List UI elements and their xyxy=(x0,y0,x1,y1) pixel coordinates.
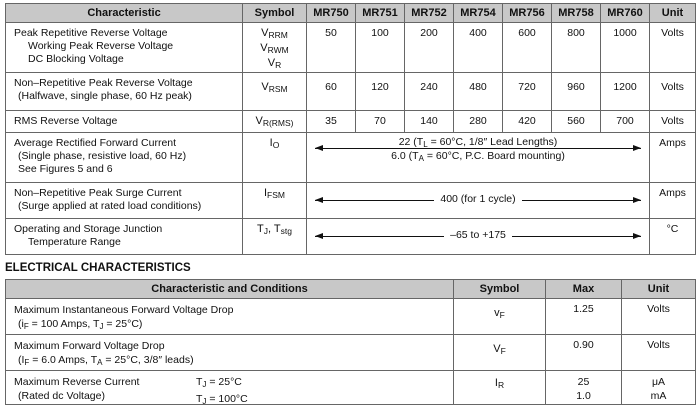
symbol-sub: F xyxy=(500,346,506,356)
characteristic-cell xyxy=(6,371,454,405)
value-cell: 560 xyxy=(552,111,601,133)
table-row xyxy=(6,73,696,111)
value-cell: 240 xyxy=(405,73,454,111)
electrical-characteristics-heading: ELECTRICAL CHARACTERISTICS xyxy=(5,262,191,274)
span-line xyxy=(307,193,649,205)
value-cell: 140 xyxy=(405,111,454,133)
value-cell: 100 xyxy=(356,23,405,73)
condition-text: = 100 Amps, T xyxy=(28,318,100,330)
symbol-cell xyxy=(243,219,307,255)
span-text-part: 22 (T xyxy=(398,136,424,148)
symbol-main: V xyxy=(255,115,263,127)
span-text-sub: L xyxy=(423,140,428,149)
symbol-sub: R xyxy=(275,60,282,70)
condition-sub: J xyxy=(202,397,207,406)
value-cell: 200 xyxy=(405,23,454,73)
symbol-main: T xyxy=(257,223,264,235)
header-model-mr758: MR758 xyxy=(552,4,601,23)
value-cell: 60 xyxy=(307,73,356,111)
value-cell: 35 xyxy=(307,111,356,133)
condition-text: = 100°C xyxy=(206,393,248,405)
condition-sub: F xyxy=(23,322,29,331)
max-value: 1.0 xyxy=(576,390,591,402)
characteristic-line: See Figures 5 and 6 xyxy=(18,163,113,175)
value-cell: 960 xyxy=(552,73,601,111)
unit-cell: Volts xyxy=(650,111,696,133)
characteristic-line: Maximum Reverse Current xyxy=(14,376,140,388)
value-cell: 70 xyxy=(356,111,405,133)
unit-value: μA xyxy=(651,376,666,388)
characteristic-line: Operating and Storage Junction xyxy=(14,223,163,235)
characteristic-cell xyxy=(6,111,243,133)
unit-cell: Amps xyxy=(650,183,696,219)
characteristic-line: DC Blocking Voltage xyxy=(28,53,124,65)
condition-sub: A xyxy=(97,358,103,367)
symbol-cell xyxy=(243,133,307,183)
characteristic-line: Average Rectified Forward Current xyxy=(14,137,177,149)
table-row xyxy=(6,299,696,335)
symbol-main: V xyxy=(493,343,501,355)
characteristic-cell xyxy=(6,23,243,73)
symbol-sub: RRM xyxy=(268,30,288,40)
condition-text: = 25°C, 3/8″ leads) xyxy=(102,354,194,366)
symbol-main: V xyxy=(260,42,268,54)
symbol-sub: FSM xyxy=(267,190,285,200)
characteristic-cell xyxy=(6,299,454,335)
max-cell xyxy=(546,371,622,405)
unit-cell: Amps xyxy=(650,133,696,183)
header-symbol: Symbol xyxy=(454,280,546,299)
symbol-sub: R(RMS) xyxy=(262,118,294,128)
unit-cell: Volts xyxy=(622,299,696,335)
span-text-part: 400 (for 1 cycle) xyxy=(434,193,521,205)
symbol-sub: RSM xyxy=(268,84,288,94)
temperature-condition xyxy=(196,375,248,409)
span-text-part: = 60°C, 1/8″ Lead Lengths) xyxy=(427,136,558,148)
maximum-ratings-table xyxy=(5,3,696,255)
table-row xyxy=(6,371,696,405)
condition-text: = 25°C) xyxy=(103,318,143,330)
condition-text: T xyxy=(196,393,203,405)
unit-cell: Volts xyxy=(622,335,696,371)
span-text-part: –65 to +175 xyxy=(444,229,512,241)
table-row xyxy=(6,183,696,219)
symbol-cell xyxy=(243,23,307,73)
characteristic-cell xyxy=(6,219,243,255)
spanning-value-cell xyxy=(307,183,650,219)
max-cell: 0.90 xyxy=(546,335,622,371)
condition-text: = 25°C xyxy=(206,376,242,388)
condition-text: T xyxy=(196,376,203,388)
condition-text: (i xyxy=(18,318,24,330)
characteristic-line: Non–Repetitive Peak Surge Current xyxy=(14,187,182,199)
symbol-cell xyxy=(243,73,307,111)
condition-line xyxy=(14,317,453,334)
symbol-main: , T xyxy=(268,223,281,235)
symbol-sub: stg xyxy=(280,226,292,236)
symbol-sub: J xyxy=(263,226,268,236)
condition-text: = 6.0 Amps, T xyxy=(29,354,98,366)
spanning-value-cell xyxy=(307,219,650,255)
header-model-mr752: MR752 xyxy=(405,4,454,23)
header-unit: Unit xyxy=(622,280,696,299)
condition-line: (Rated dc Voltage) xyxy=(18,390,105,402)
characteristic-line: RMS Reverse Voltage xyxy=(14,115,118,127)
characteristic-line: Maximum Forward Voltage Drop xyxy=(14,340,165,352)
value-cell: 800 xyxy=(552,23,601,73)
symbol-cell xyxy=(454,335,546,371)
span-text-part: = 60°C, P.C. Board mounting) xyxy=(423,150,565,162)
table-row xyxy=(6,335,696,371)
value-cell: 720 xyxy=(503,73,552,111)
value-cell: 280 xyxy=(454,111,503,133)
symbol-main: I xyxy=(263,187,268,199)
header-model-mr750: MR750 xyxy=(307,4,356,23)
table-row xyxy=(6,133,696,183)
symbol-main: V xyxy=(261,81,269,93)
span-text-part: 6.0 (T xyxy=(391,150,419,162)
symbol-sub: R xyxy=(497,380,505,390)
span-line-2 xyxy=(307,150,649,163)
symbol-cell xyxy=(454,299,546,335)
value-cell: 480 xyxy=(454,73,503,111)
header-row xyxy=(6,280,696,299)
table-row xyxy=(6,23,696,73)
characteristic-cell xyxy=(6,335,454,371)
symbol-main: v xyxy=(494,307,500,319)
symbol-main: V xyxy=(261,27,269,39)
max-cell: 1.25 xyxy=(546,299,622,335)
max-value: 25 xyxy=(577,376,590,388)
table-row xyxy=(6,219,696,255)
value-cell: 420 xyxy=(503,111,552,133)
value-cell: 400 xyxy=(454,23,503,73)
range-arrow xyxy=(315,148,641,149)
unit-cell xyxy=(622,371,696,405)
value-cell: 120 xyxy=(356,73,405,111)
header-symbol: Symbol xyxy=(243,4,307,23)
characteristic-line: (Surge applied at rated load conditions) xyxy=(18,200,202,212)
symbol-sub: F xyxy=(499,310,505,320)
value-cell: 50 xyxy=(307,23,356,73)
header-model-mr760: MR760 xyxy=(601,4,650,23)
characteristic-line: Peak Repetitive Reverse Voltage xyxy=(14,27,168,39)
value-cell: 1000 xyxy=(601,23,650,73)
value-cell: 600 xyxy=(503,23,552,73)
electrical-characteristics-table xyxy=(5,279,696,405)
characteristic-line: Working Peak Reverse Voltage xyxy=(28,40,174,52)
symbol-main: V xyxy=(267,57,276,69)
symbol-cell xyxy=(454,371,546,405)
unit-value: mA xyxy=(650,390,667,402)
symbol-cell xyxy=(243,111,307,133)
characteristic-line: Non–Repetitive Peak Reverse Voltage xyxy=(14,77,193,89)
condition-line xyxy=(14,353,453,370)
span-text-sub: A xyxy=(418,154,424,163)
symbol-sub: O xyxy=(272,140,280,150)
header-model-mr756: MR756 xyxy=(503,4,552,23)
header-characteristic: Characteristic xyxy=(6,4,243,23)
unit-cell: Volts xyxy=(650,73,696,111)
spanning-value-cell xyxy=(307,133,650,183)
symbol-sub: RWM xyxy=(267,45,289,55)
header-unit: Unit xyxy=(650,4,696,23)
condition-text: (I xyxy=(18,354,25,366)
header-model-mr754: MR754 xyxy=(454,4,503,23)
unit-cell: °C xyxy=(650,219,696,255)
characteristic-cell xyxy=(6,183,243,219)
value-cell: 700 xyxy=(601,111,650,133)
condition-sub: F xyxy=(24,358,30,367)
header-characteristic: Characteristic and Conditions xyxy=(6,280,454,299)
span-line xyxy=(307,229,649,241)
characteristic-line: Maximum Instantaneous Forward Voltage Drop xyxy=(14,304,234,316)
unit-cell: Volts xyxy=(650,23,696,73)
symbol-main: I xyxy=(494,377,498,389)
characteristic-line: Temperature Range xyxy=(28,236,121,248)
condition-sub: J xyxy=(99,322,104,331)
header-row xyxy=(6,4,696,23)
characteristic-cell xyxy=(6,133,243,183)
table-row xyxy=(6,111,696,133)
symbol-cell xyxy=(243,183,307,219)
symbol-main: I xyxy=(269,137,273,149)
characteristic-line: (Single phase, resistive load, 60 Hz) xyxy=(18,150,187,162)
header-max: Max xyxy=(546,280,622,299)
condition-sub: J xyxy=(202,380,207,389)
characteristic-line: (Halfwave, single phase, 60 Hz peak) xyxy=(18,90,192,102)
value-cell: 1200 xyxy=(601,73,650,111)
header-model-mr751: MR751 xyxy=(356,4,405,23)
characteristic-cell xyxy=(6,73,243,111)
